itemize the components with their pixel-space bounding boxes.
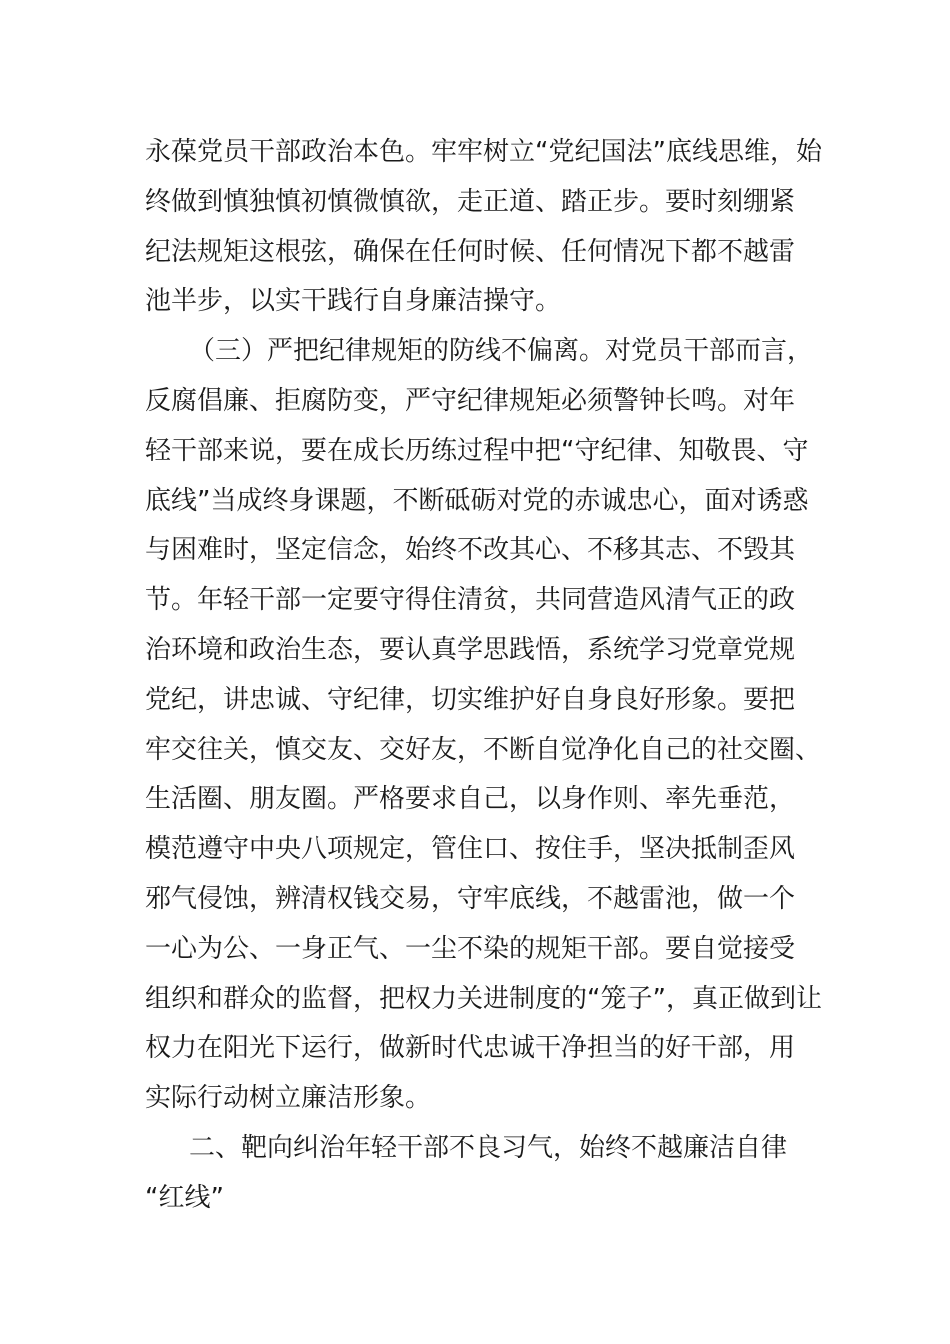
paragraph-line: 池半步，以实干践行自身廉洁操守。 [145,286,562,317]
paragraph-line: 终做到慎独慎初慎微慎欲，走正道、踏正步。要时刻绷紧 [145,186,796,217]
section-heading-line: （三）严把纪律规矩的防线不偏离。对党员干部而言， [189,336,814,367]
paragraph-line: 牢交往关，慎交友、交好友，不断自觉净化自己的社交圈、 [145,734,822,765]
paragraph-line: 轻干部来说，要在成长历练过程中把“守纪律、知敬畏、守 [145,435,809,466]
paragraph-line: 邪气侵蚀，辨清权钱交易，守牢底线，不越雷池，做一个 [145,883,796,914]
paragraph-line: 组织和群众的监督，把权力关进制度的“笼子”，真正做到让 [145,983,822,1014]
section-heading-line: “红线” [145,1182,224,1213]
paragraph-line: 反腐倡廉、拒腐防变，严守纪律规矩必须警钟长鸣。对年 [145,385,796,416]
paragraph-line: 纪法规矩这根弦，确保在任何时候、任何情况下都不越雷 [145,236,796,267]
paragraph-line: 党纪，讲忠诚、守纪律，切实维护好自身良好形象。要把 [145,684,796,715]
paragraph-line: 实际行动树立廉洁形象。 [145,1083,432,1114]
document-body [145,128,822,1224]
paragraph-line: 与困难时，坚定信念，始终不改其心、不移其志、不毁其 [145,535,796,566]
paragraph-line: 生活圈、朋友圈。严格要求自己，以身作则、率先垂范， [145,784,796,815]
paragraph-line: 权力在阳光下运行，做新时代忠诚干净担当的好干部，用 [145,1033,796,1064]
paragraph-line: 永葆党员干部政治本色。牢牢树立“党纪国法”底线思维，始 [145,137,822,167]
section-heading-line: 二、靶向纠治年轻干部不良习气，始终不越廉洁自律 [189,1132,788,1163]
paragraph-line: 模范遵守中央八项规定，管住口、按住手，坚决抵制歪风 [145,834,796,865]
paragraph-line: 一心为公、一身正气、一尘不染的规矩干部。要自觉接受 [145,933,796,964]
paragraph-line: 底线”当成终身课题，不断砥砺对党的赤诚忠心，面对诱惑 [145,485,809,516]
paragraph-line: 节。年轻干部一定要守得住清贫，共同营造风清气正的政 [145,585,796,616]
paragraph-line: 治环境和政治生态，要认真学思践悟，系统学习党章党规 [145,634,796,665]
